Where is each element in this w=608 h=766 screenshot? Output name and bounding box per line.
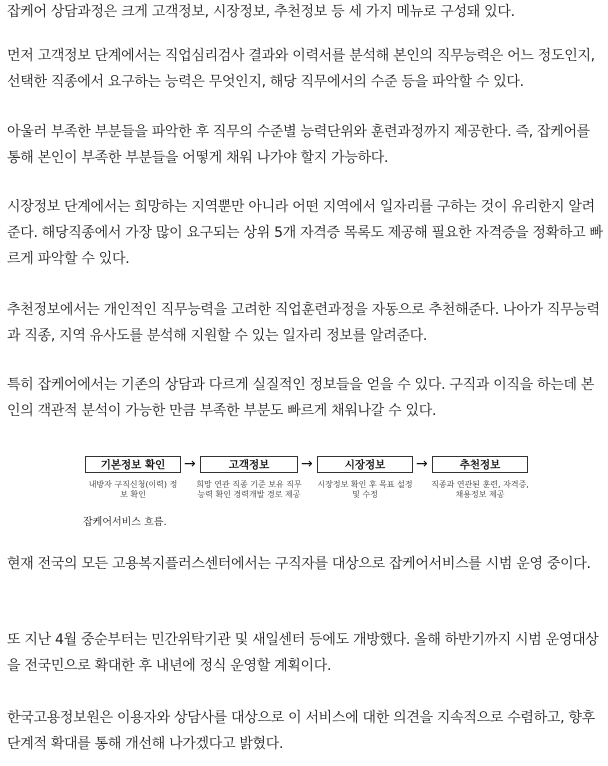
paragraph: 또 지난 4월 중순부터는 민간위탁기관 및 새일센터 등에도 개방했다. 올해 하반기까지 시범 운영대상을 전국민으로 확대한 후 내년에 정식 운영할 계획이다. [7, 632, 599, 674]
paragraph: 현재 전국의 모든 고용복지플러스센터에서는 구직자를 대상으로 잡케어서비스를 시범 운영 중이다. [7, 556, 591, 572]
diagram-caption: 잡케어서비스 흐름. [83, 517, 167, 528]
step-basic-info-desc: 내방자 구직신청(이력) 정보 확인 [88, 480, 178, 499]
step-market-info-box: 시장정보 [317, 456, 413, 473]
paragraph: 아울러 부족한 부분들을 파악한 후 직무의 수준별 능력단위와 훈련과정까지 제공한다. 즉, 잡케어를 통해 본인이 부족한 부분들을 어떻게 채워 나가야 할지 가능하다. [7, 124, 590, 166]
step-customer-info-desc: 희망 연관 직종 기준 보유 직무능력 확인 경력개발 경로 제공 [196, 480, 302, 499]
paragraph: 시장정보 단계에서는 희망하는 지역뿐만 아니라 어떤 지역에서 일자리를 구하는 것이 유리한지 알려준다. 해당직종에서 가장 많이 요구되는 상위 5개 자격증 목록도 제공해 필요한 자격증을 정확하고 빠르게 파악할 수 있다. [7, 199, 603, 267]
arrow-icon: → [184, 456, 196, 472]
step-recommend-info-box: 추천정보 [432, 456, 528, 473]
arrow-icon: → [416, 456, 428, 472]
step-basic-info-box: 기본정보 확인 [85, 456, 181, 473]
step-customer-info-box: 고객정보 [200, 456, 298, 473]
paragraph: 추천정보에서는 개인적인 직무능력을 고려한 직업훈련과정을 자동으로 추천해준다. 나아가 직무능력과 직종, 지역 유사도를 분석해 지원할 수 있는 일자리 정보를 알려준다. [7, 302, 600, 344]
arrow-icon: → [301, 456, 313, 472]
step-recommend-info-desc: 직종과 연관된 훈련, 자격증, 채용정보 제공 [431, 480, 529, 499]
paragraph: 한국고용정보원은 이용자와 상담사를 대상으로 이 서비스에 대한 의견을 지속적으로 수렴하고, 향후 단계적 확대를 통해 개선해 나가겠다고 밝혔다. [7, 710, 595, 752]
paragraph: 먼저 고객정보 단계에서는 직업심리검사 결과와 이력서를 분석해 본인의 직무능력은 어느 정도인지, 선택한 직종에서 요구하는 능력은 무엇인지, 해당 직무에서의 수준 등을 파악할 수 있다. [7, 48, 595, 90]
service-flow-diagram [70, 452, 540, 536]
paragraph: 잡케어 상담과정은 크게 고객정보, 시장정보, 추천정보 등 세 가지 메뉴로 구성돼 있다. [7, 4, 515, 20]
paragraph: 특히 잡케어에서는 기존의 상담과 다르게 실질적인 정보들을 얻을 수 있다. 구직과 이직을 하는데 본인의 객관적 분석이 가능한 만큼 부족한 부분도 빠르게 채워나갈 수 있다. [7, 377, 595, 419]
step-market-info-desc: 시장정보 확인 후 목표 설정 및 수정 [317, 480, 413, 499]
